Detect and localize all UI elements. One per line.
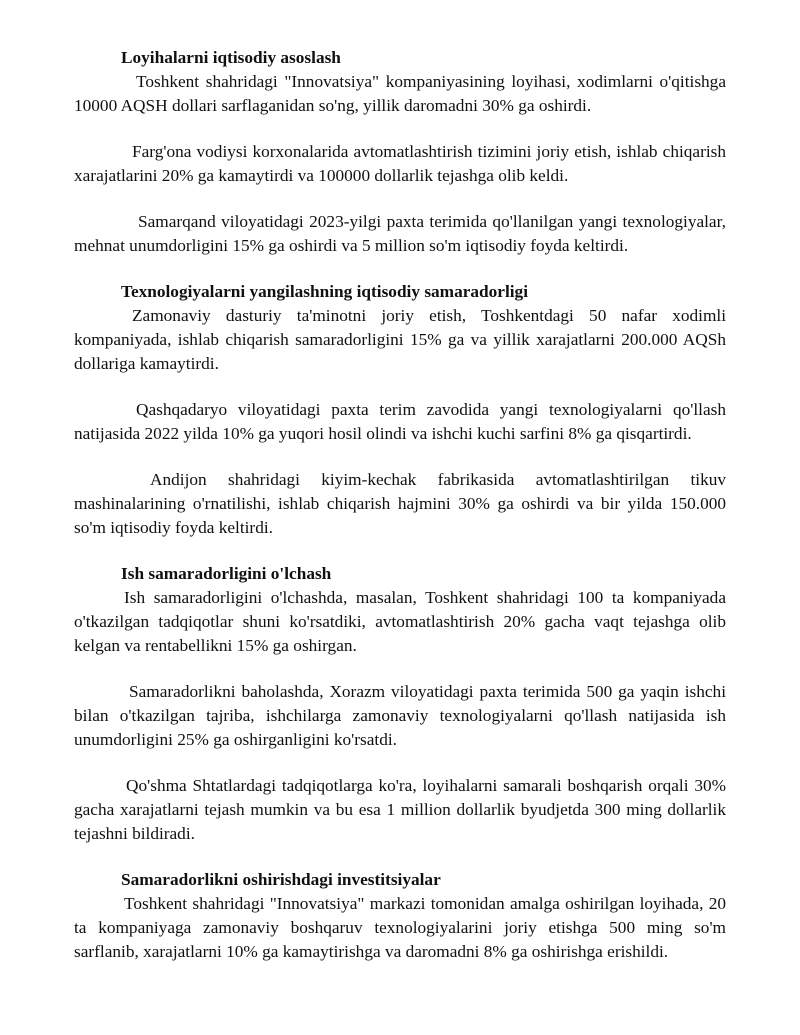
paragraph: Farg'ona vodiysi korxonalarida avtomatlashtirish tizimini joriy etish, ishlab chiqarish xarajatlarini 20% ga kamaytirdi va 100000 dollarlik tejashga olib keldi. [74, 142, 726, 185]
paragraph: Toshkent shahridagi "Innovatsiya" markazi tomonidan amalga oshirilgan loyihada, 20 ta kompaniyaga zamonaviy boshqaruv texnologiyalarini joriy etishga 500 ming so'm sarflanib, xarajatlarni 10% ga kamaytirishga va daromadni 8% ga oshirishga erishildi. [74, 894, 726, 961]
paragraph: Andijon shahridagi kiyim-kechak fabrikasida avtomatlashtirilgan tikuv mashinalarining o'rnatilishi, ishlab chiqarish hajmini 30% ga oshirdi va bir yilda 150.000 so'm iqtisodiy foyda keltirdi. [74, 470, 726, 537]
section-heading: Ish samaradorligini o'lchash [121, 564, 332, 583]
document-page [74, 46, 726, 964]
section-work-efficiency-measurement [74, 562, 726, 846]
section-investments [74, 868, 726, 964]
section-technology-efficiency [74, 280, 726, 540]
paragraph: Zamonaviy dasturiy ta'minotni joriy etish, Toshkentdagi 50 nafar xodimli kompaniyada, ishlab chiqarish samaradorligini 15% ga va yillik xarajatlarni 200.000 AQSh dollariga kamaytirdi. [74, 306, 726, 373]
paragraph: Ish samaradorligini o'lchashda, masalan, Toshkent shahridagi 100 ta kompaniyada o'tkazilgan tadqiqotlar shuni ko'rsatdiki, avtomatlashtirish 20% gacha vaqt tejashga olib kelgan va rentabellikni 15% ga oshirgan. [74, 588, 726, 655]
paragraph: Qashqadaryo viloyatidagi paxta terim zavodida yangi texnologiyalarni qo'llash natijasida 2022 yilda 10% ga yuqori hosil olindi va ishchi kuchi sarfini 8% ga qisqartirdi. [74, 400, 726, 443]
paragraph: Toshkent shahridagi "Innovatsiya" kompaniyasining loyihasi, xodimlarni o'qitishga 10000 AQSH dollari sarflaganidan so'ng, yillik daromadni 30% ga oshirdi. [74, 72, 726, 115]
section-heading: Loyihalarni iqtisodiy asoslash [121, 48, 341, 67]
paragraph: Samaradorlikni baholashda, Xorazm viloyatidagi paxta terimida 500 ga yaqin ishchi bilan o'tkazilgan tajriba, ishchilarga zamonaviy texnologiyalarni qo'llash natijasida ish unumdorligini 25% ga oshirganligini ko'rsatdi. [74, 682, 726, 749]
paragraph: Qo'shma Shtatlardagi tadqiqotlarga ko'ra, loyihalarni samarali boshqarish orqali 30% gacha xarajatlarni tejash mumkin va bu esa 1 million dollarlik byudjetda 300 ming dollarlik tejashni bildiradi. [74, 776, 726, 843]
section-heading: Texnologiyalarni yangilashning iqtisodiy samaradorligi [121, 282, 528, 301]
paragraph: Samarqand viloyatidagi 2023-yilgi paxta terimida qo'llanilgan yangi texnologiyalar, mehnat unumdorligini 15% ga oshirdi va 5 million so'm iqtisodiy foyda keltirdi. [74, 212, 726, 255]
section-heading: Samaradorlikni oshirishdagi investitsiyalar [121, 870, 441, 889]
section-economic-justification [74, 46, 726, 258]
